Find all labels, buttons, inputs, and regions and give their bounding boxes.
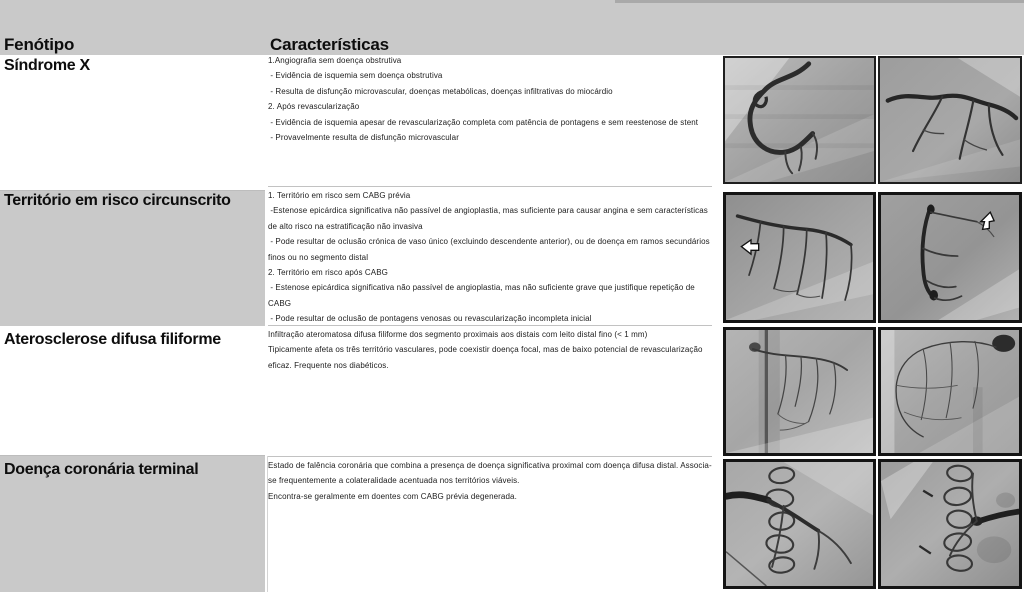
phenotype-sindrome-x: Síndrome X [4,57,90,74]
section-divider [268,186,712,187]
text-line: eficaz. Frequente nos diabéticos. [268,360,389,370]
text-line: - Evidência de isquemia sem doença obstrutiva [268,71,443,81]
section-divider [268,456,712,457]
phenotype-doenca-terminal: Doença coronária terminal [4,461,199,478]
column-header-caracteristicas: Características [270,35,389,54]
angiogram-sindrome-x-left-image [723,56,876,184]
text-line: - Pode resultar de oclusão de pontagens venosas ou revascularização incompleta inicial [268,314,592,324]
text-line: 2. Após revascularização [268,102,360,112]
phenotype-aterosclerose: Aterosclerose difusa filiforme [4,331,221,348]
text-line: Tipicamente afeta os três território vasculares, pode coexistir doença focal, mas de baixo potencial de revascularização [268,345,703,355]
text-line: se frequentemente a colateralidade acentuada nos territórios viáveis. [268,476,520,486]
text-line: - Resulta de disfunção microvascular, doenças metabólicas, doenças infiltrativas do miocárdio [268,86,613,96]
text-line: - Evidência de isquemia apesar de revascularização completa com patência de pontagens e sem reestenose de stent [268,117,699,127]
phenotype-territorio-risco: Território em risco circunscrito [4,192,231,209]
angiogram-aterosclerose-right-image [878,327,1022,456]
text-line: Estado de falência coronária que combina a presença de doença significativa proximal com doença difusa distal. Associa- [268,461,712,470]
characteristics-territorio-risco [268,188,714,327]
table-header-band [0,0,1024,55]
angiogram-territorio-risco-left-image [723,192,876,323]
angiogram-doenca-terminal-right-image [878,459,1022,589]
angiogram-aterosclerose-left-image [723,327,876,456]
text-line: -Estenose epicárdica significativa não passível de angioplastia, mas suficiente para causar angina e sem características [268,206,708,216]
text-line: Infiltração ateromatosa difusa filiforme dos segmento proximais aos distais com leito distal fino (< 1 mm) [268,330,648,339]
text-line: 1. Território em risco sem CABG prévia [268,191,411,200]
column-header-fenotipo: Fenótipo [4,35,75,54]
characteristics-doenca-terminal [268,458,714,504]
shaded-row-territorio [0,190,265,326]
angiogram-doenca-terminal-left-image [723,459,876,589]
text-line: finos ou no segmento distal [268,252,369,262]
window-edge-strip [615,0,1024,3]
characteristics-sindrome-x [268,53,714,145]
text-line: 2. Território em risco após CABG [268,268,388,278]
text-line: Encontra-se geralmente em doentes com CABG prévia degenerada. [268,491,517,501]
characteristics-aterosclerose [268,327,714,373]
text-line: - Estenose epicárdica significativa não passível de angioplastia, mas não suficiente grave que justifique repetição de [268,283,695,293]
text-line: de alto risco na estratificação não invasiva [268,221,423,231]
angiogram-territorio-risco-right-image [878,192,1022,323]
text-line: 1.Angiografia sem doença obstrutiva [268,56,402,65]
text-line: - Pode resultar de oclusão crónica de vaso único (excluindo descendente anterior), ou de doença em ramos secundários [268,237,710,247]
text-line: CABG [268,298,292,308]
text-line: - Provavelmente resulta de disfunção microvascular [268,133,459,143]
angiogram-sindrome-x-right-image [878,56,1022,184]
